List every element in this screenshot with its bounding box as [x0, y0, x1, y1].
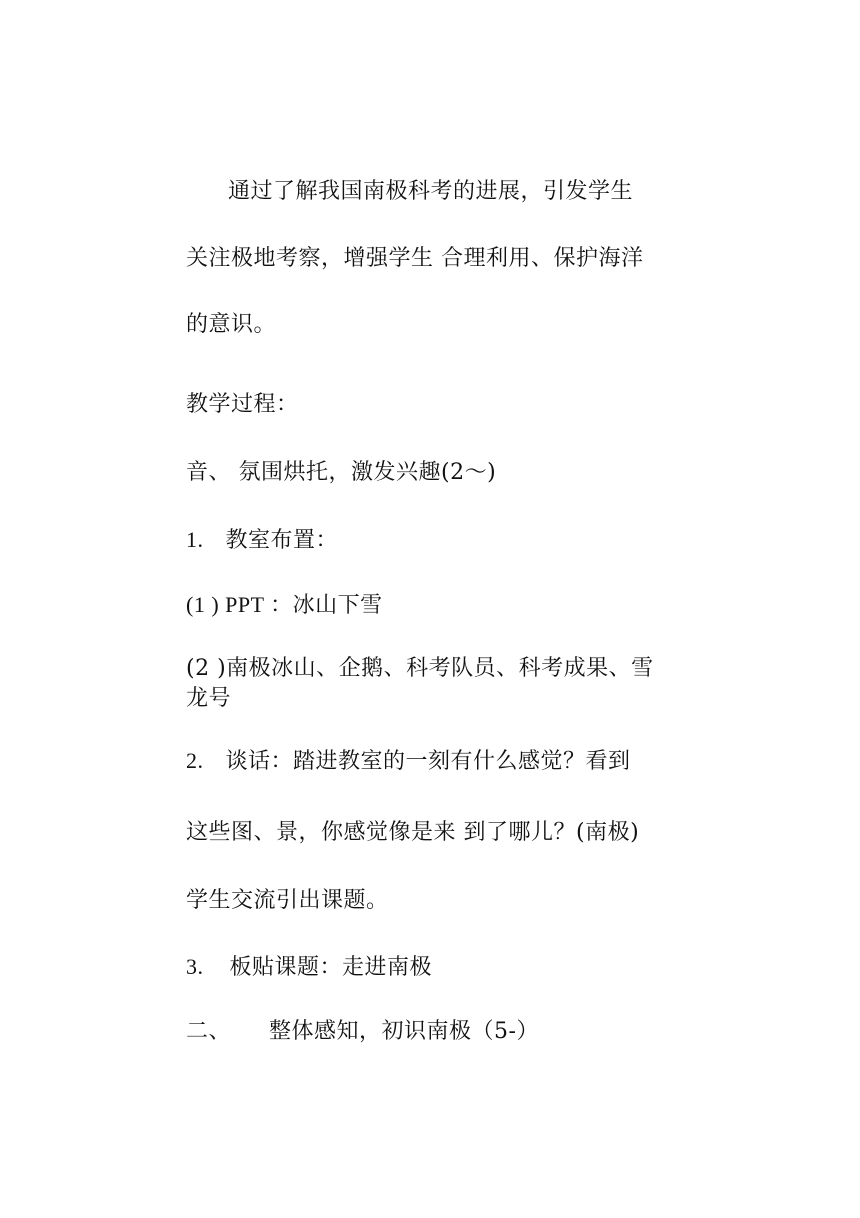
list-item-3-number: 3.: [186, 954, 204, 979]
section-2-number: 二、: [186, 1019, 232, 1044]
list-item-1-number: 1.: [186, 527, 204, 552]
list-item-2-line-2: 这些图、景，你感觉像是来 到了哪儿？(南极): [186, 820, 640, 845]
objective-paragraph-line-3: 的意识。: [186, 312, 277, 337]
list-item-1-text: 教室布置：: [225, 528, 339, 553]
list-item-1: [186, 525, 338, 556]
objective-paragraph-line-1: 通过了解我国南极科考的进展，引发学生: [228, 179, 634, 204]
sub-item-2-line-2: 龙号: [186, 686, 232, 711]
list-item-2-number: 2.: [186, 748, 204, 773]
section-1-heading: 音、 氛围烘托，激发兴趣(2～): [186, 460, 497, 485]
section-2-heading: [186, 1017, 539, 1047]
sub-item-1: (1 ) PPT ：冰山下雪: [186, 592, 383, 617]
list-item-2-text: 谈话：踏进教室的一刻有什么感觉？看到: [225, 749, 631, 774]
list-item-2-line-1: [186, 746, 631, 777]
section-2-text: 整体感知，初识南极（5-）: [269, 1019, 539, 1044]
objective-paragraph-line-2: 关注极地考察，增强学生 合理利用、保护海洋: [186, 246, 644, 271]
list-item-3-text: 板贴课题：走进南极: [229, 955, 433, 980]
list-item-2-line-3: 学生交流引出课题。: [186, 888, 389, 913]
teaching-process-heading: 教学过程：: [186, 392, 299, 417]
list-item-3: [186, 952, 432, 983]
sub-item-2-line-1: (2 )南极冰山、企鹅、科考队员、科考成果、雪: [186, 656, 654, 681]
